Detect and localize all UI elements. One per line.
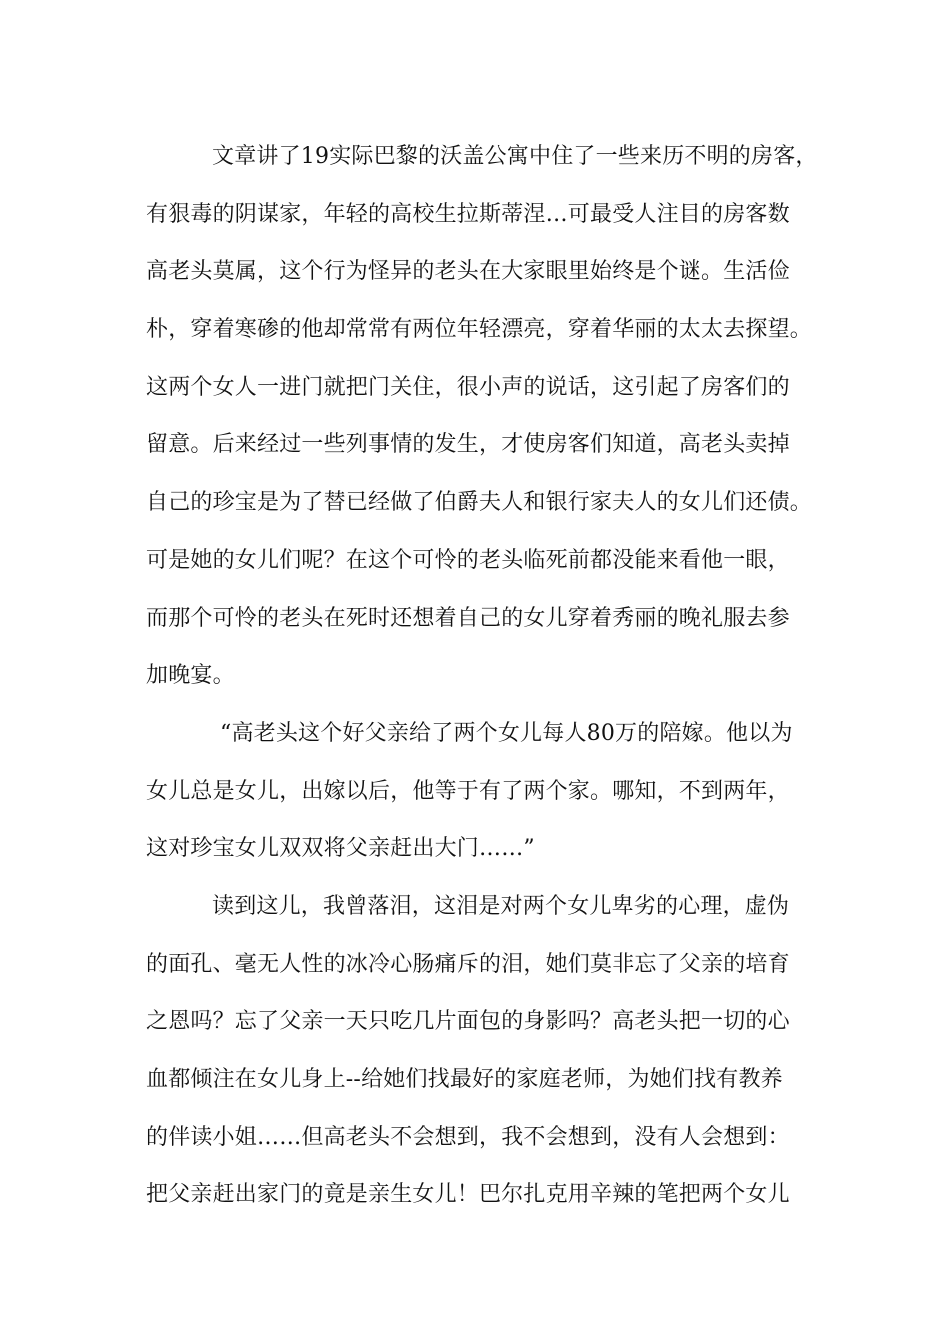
text-line: 高老头莫属，这个行为怪异的老头在大家眼里始终是个谜。生活俭	[146, 259, 790, 285]
text-line: 女儿总是女儿，出嫁以后，他等于有了两个家。哪知，不到两年，	[146, 778, 790, 804]
text-line: 自己的珍宝是为了替已经做了伯爵夫人和银行家夫人的女儿们还债。	[146, 490, 813, 516]
text-line: 读到这儿，我曾落泪，这泪是对两个女儿卑劣的心理，虚伪	[212, 893, 790, 919]
text-line: 有狠毒的阴谋家，年轻的高校生拉斯蒂涅…可最受人注目的房客数	[146, 201, 790, 227]
text-line: 的伴读小姐……但高老头不会想到，我不会想到，没有人会想到：	[146, 1124, 790, 1150]
text-line: 留意。后来经过一些列事情的发生，才使房客们知道，高老头卖掉	[146, 432, 790, 458]
text-line: “高老头这个好父亲给了两个女儿每人80万的陪嫁。他以为	[220, 720, 793, 746]
text-line: 这对珍宝女儿双双将父亲赶出大门……”	[146, 836, 535, 862]
text-line: 可是她的女儿们呢？在这个可怜的老头临死前都没能来看他一眼，	[146, 547, 790, 573]
text-line: 加晚宴。	[146, 663, 235, 689]
text-line: 朴，穿着寒碜的他却常常有两位年轻漂亮，穿着华丽的太太去探望。	[146, 317, 813, 343]
text-line: 这两个女人一进门就把门关住，很小声的说话，这引起了房客们的	[146, 374, 790, 400]
text-line: 的面孔、毫无人性的冰冷心肠痛斥的泪，她们莫非忘了父亲的培育	[146, 951, 790, 977]
text-line: 之恩吗？忘了父亲一天只吃几片面包的身影吗？高老头把一切的心	[146, 1009, 790, 1035]
body-text	[146, 128, 818, 1224]
text-line: 血都倾注在女儿身上--给她们找最好的家庭老师，为她们找有教养	[146, 1067, 783, 1092]
text-line: 把父亲赶出家门的竟是亲生女儿！巴尔扎克用辛辣的笔把两个女儿	[146, 1182, 790, 1208]
text-line: 文章讲了19实际巴黎的沃盖公寓中住了一些来历不明的房客，	[212, 144, 818, 169]
text-line: 而那个可怜的老头在死时还想着自己的女儿穿着秀丽的晚礼服去参	[146, 605, 790, 631]
